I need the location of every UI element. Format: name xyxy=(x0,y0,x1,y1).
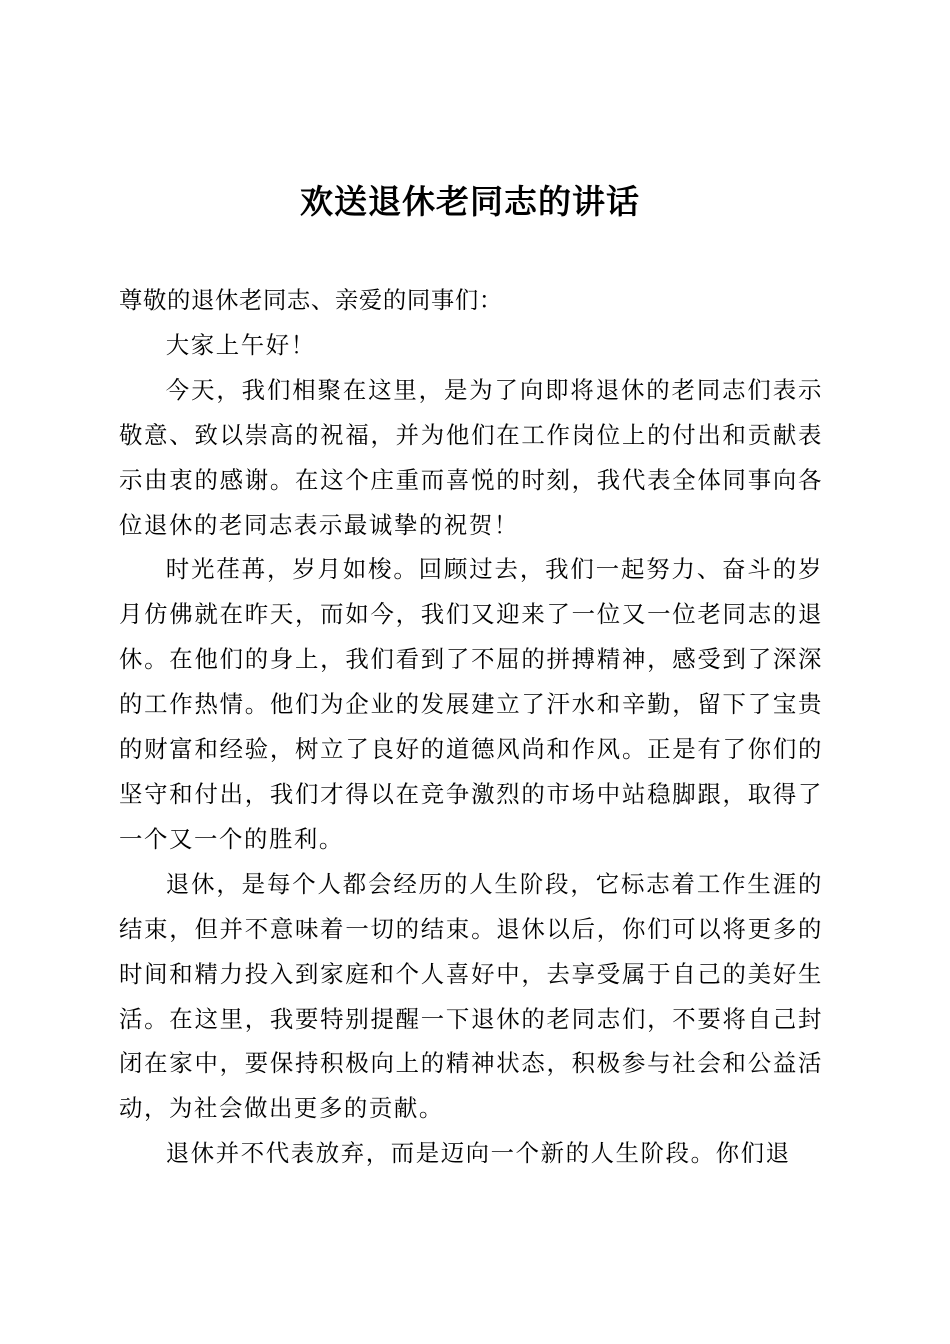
paragraph-greeting: 大家上午好！ xyxy=(165,330,316,359)
paragraph-retrospect: 时光荏苒，岁月如梭。回顾过去，我们一起努力、奋斗的岁月仿佛就在昨天，而如今，我们又迎来了一位又一位老同志的退休。在他们的身上，我们看到了不屈的拼搏精神，感受到了深深的工作热情。他们为企业的发展建立了汗水和辛勤，留下了宝贵的财富和经验，树立了良好的道德风尚和作风。正是有了你们的坚守和付出，我们才得以在竞争激烈的市场中站稳脚跟，取得了一个又一个的胜利。 xyxy=(119,555,823,853)
paragraph-opening: 今天，我们相聚在这里，是为了向即将退休的老同志们表示敬意、致以崇高的祝福，并为他们在工作岗位上的付出和贡献表示由衷的感谢。在这个庄重而喜悦的时刻，我代表全体同事向各位退休的老同志表示最诚挚的祝贺！ xyxy=(119,375,823,539)
paragraph-new-stage: 退休并不代表放弃，而是迈向一个新的人生阶段。你们退 xyxy=(165,1139,791,1168)
document-title: 欢送退休老同志的讲话 xyxy=(300,182,640,221)
document-body xyxy=(119,278,823,1176)
salutation: 尊敬的退休老同志、亲爱的同事们： xyxy=(119,286,503,314)
paragraph-retirement-life: 退休，是每个人都会经历的人生阶段，它标志着工作生涯的结束，但并不意味着一切的结束。退休以后，你们可以将更多的时间和精力投入到家庭和个人喜好中，去享受属于自己的美好生活。在这里，我要特别提醒一下退休的老同志们，不要将自己封闭在家中，要保持积极向上的精神状态，积极参与社会和公益活动，为社会做出更多的贡献。 xyxy=(119,869,823,1123)
